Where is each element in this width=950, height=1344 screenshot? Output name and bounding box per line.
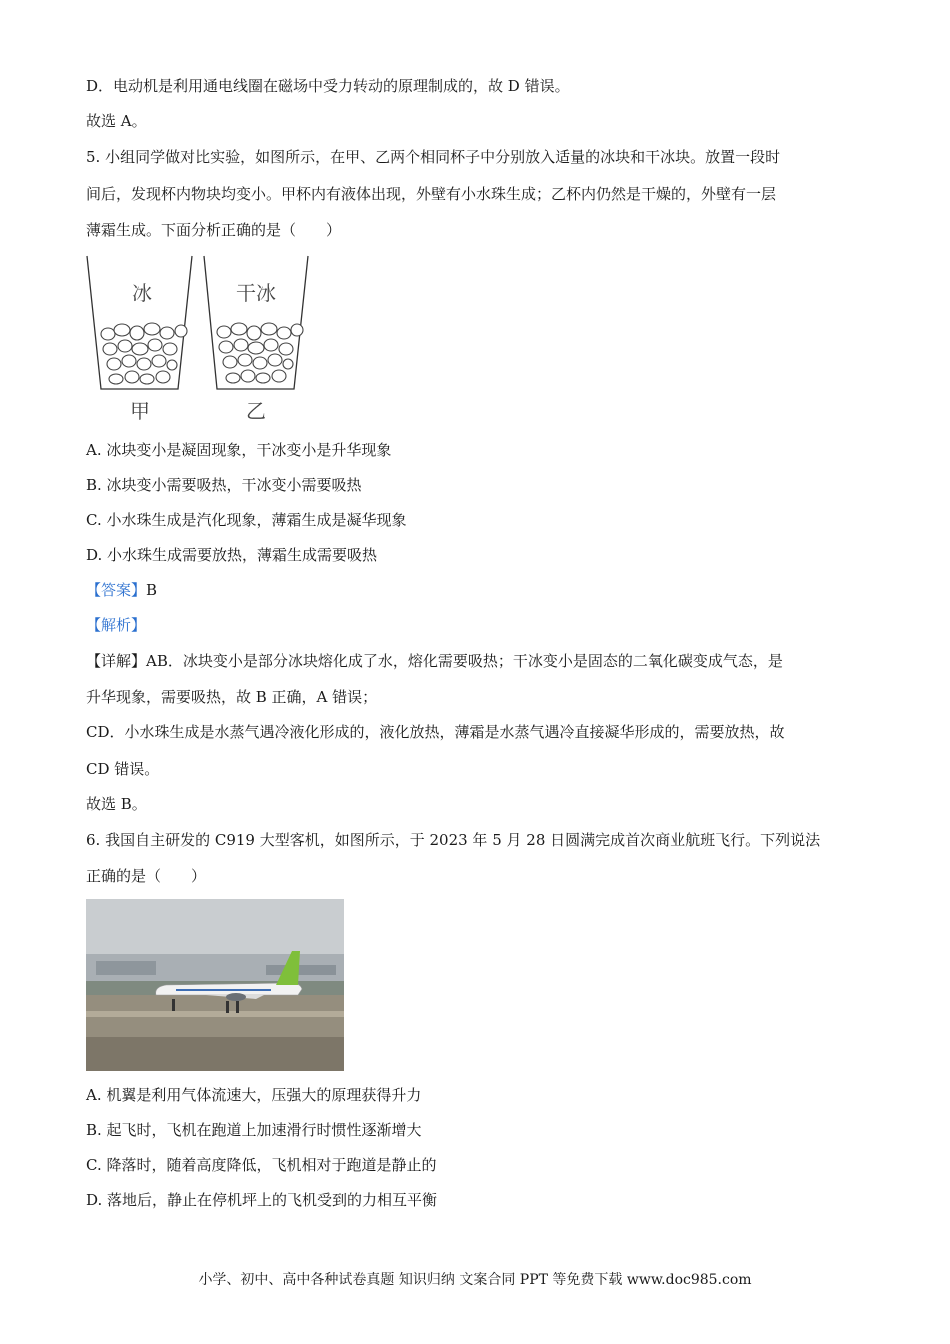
option-d: D. 小水珠生成需要放热，薄霜生成需要吸热 [86,546,378,564]
answer-label: 【答案】 [86,581,147,599]
question-6-stem: 6. 我国自主研发的 C919 大型客机，如图所示，于 2023 年 5 月 28 日圆满完成首次商业航班飞行。下列说法 [86,831,821,849]
left-cup-content-label: 冰 [132,283,152,305]
airplane-photo [86,899,344,1071]
option-a: A. 机翼是利用气体流速大，压强大的原理获得升力 [86,1086,422,1104]
detail-label: 【详解】 [86,652,147,670]
option-c: C. 小水珠生成是汽化现象，薄霜生成是凝华现象 [86,511,407,529]
analysis-label: 【解析】 [86,616,147,634]
detail-text: 故选 B。 [86,795,147,813]
answer-value: B [146,581,158,599]
question-5-stem: 间后，发现杯内物块均变小。甲杯内有液体出现，外壁有小水珠生成；乙杯内仍然是干燥的，外壁有一层 [86,185,777,203]
answer-line [86,580,157,600]
question-6-stem: 正确的是（ ） [86,867,207,885]
option-b: B. 起飞时，飞机在跑道上加速滑行时惯性逐渐增大 [86,1121,422,1139]
option-c: C. 降落时，随着高度降低，飞机相对于跑道是静止的 [86,1156,437,1174]
option-d: D. 落地后，静止在停机坪上的飞机受到的力相互平衡 [86,1191,438,1209]
question-5-stem: 5. 小组同学做对比实验，如图所示，在甲、乙两个相同杯子中分别放入适量的冰块和干冰块。放置一段时 [86,148,781,166]
detail-text: 升华现象，需要吸热，故 B 正确，A 错误； [86,688,378,706]
detail-line [86,651,783,671]
cups-figure [84,254,314,426]
page-footer: 小学、初中、高中各种试卷真题 知识归纳 文案合同 PPT 等免费下载 www.doc985.com [198,1272,752,1288]
left-cup-label: 甲 [130,401,150,423]
question-5-stem: 薄霜生成。下面分析正确的是（ ） [86,221,342,239]
text-line: D．电动机是利用通电线圈在磁场中受力转动的原理制成的，故 D 错误。 [86,77,570,95]
right-cup-label: 乙 [246,401,266,423]
detail-text: AB．冰块变小是部分冰块熔化成了水，熔化需要吸热；干冰变小是固态的二氧化碳变成气态，是 [146,652,783,670]
option-a: A. 冰块变小是凝固现象，干冰变小是升华现象 [86,441,392,459]
option-b: B. 冰块变小需要吸热，干冰变小需要吸热 [86,476,362,494]
detail-text: CD 错误。 [86,760,160,778]
text-line: 故选 A。 [86,112,147,130]
detail-text: CD．小水珠生成是水蒸气遇冷液化形成的，液化放热，薄霜是水蒸气遇冷直接凝华形成的，需要放热，故 [86,723,785,741]
right-cup-content-label: 干冰 [236,283,276,305]
